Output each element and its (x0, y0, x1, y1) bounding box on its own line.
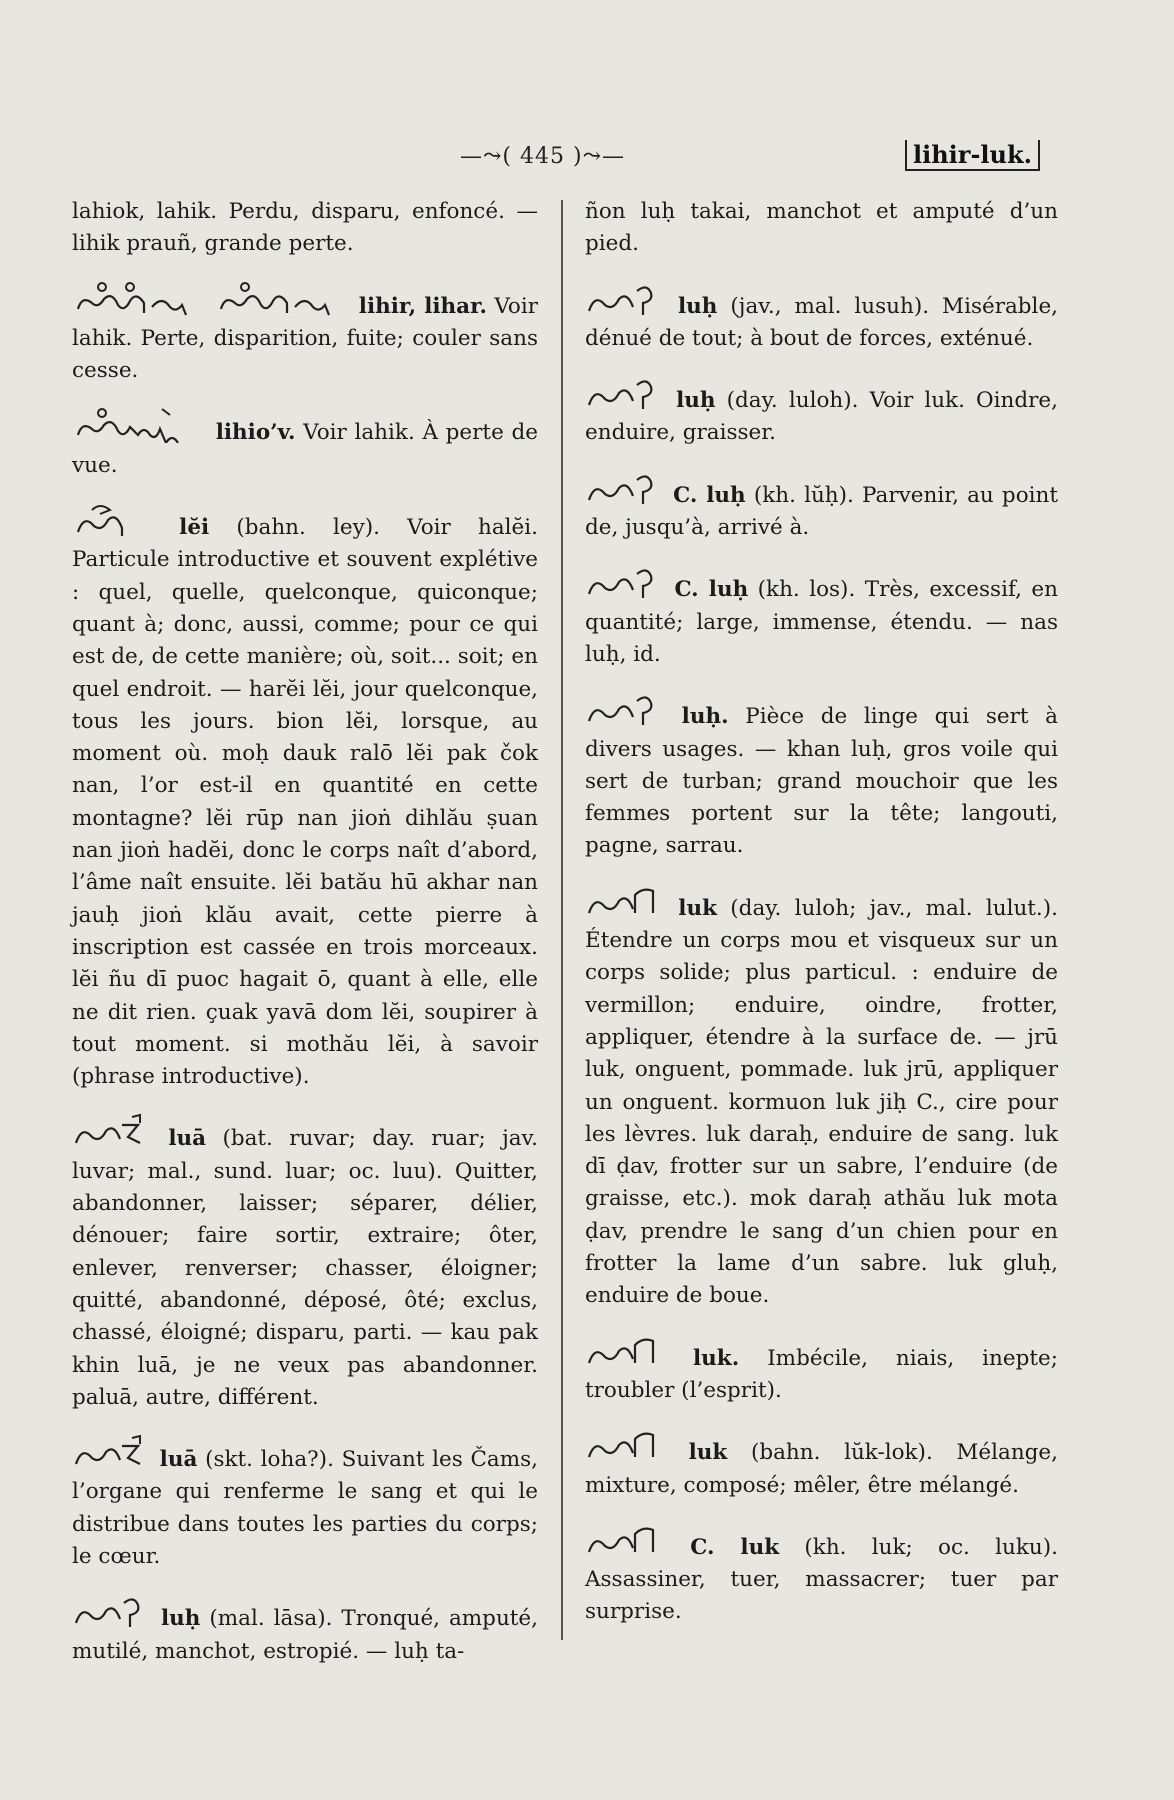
running-head-range: lihir-luk. (905, 140, 1040, 171)
cham-script-glyph-icon (72, 1434, 146, 1470)
entry (585, 1427, 1058, 1502)
entry (72, 1434, 538, 1573)
entry (585, 883, 1058, 1313)
entry-headword: lihio’v. (215, 420, 296, 446)
entry (585, 375, 1058, 450)
entry-headword: luḥ (160, 1606, 201, 1632)
cham-script-glyph-icon (72, 281, 202, 317)
entry-text: Imbécile, niais, inepte; troubler (l’esprit). (585, 1345, 1058, 1403)
cham-script-glyph-icon (215, 281, 345, 317)
cham-script-glyph-icon (585, 1522, 659, 1558)
entry-headword: luḥ. (681, 704, 729, 730)
cham-script-glyph-icon (72, 502, 146, 538)
entry (585, 1333, 1058, 1408)
entry-headword: luḥ (676, 388, 716, 414)
cham-script-glyph-icon (585, 281, 659, 317)
entry-headword: luā (168, 1126, 207, 1152)
entry-headword: luk (688, 1440, 728, 1466)
entry (585, 564, 1058, 671)
entry (72, 1593, 538, 1668)
entry-text: Pièce de linge qui sert à divers usages. — khan luḥ, gros voile qui sert de turban; grand mouchoir que les femmes portent sur la tête; langouti, pagne, sarrau. (585, 704, 1058, 859)
cham-script-glyph-icon (585, 1427, 659, 1463)
left-column (72, 196, 538, 1688)
entry-text: (skt. loha?). Suivant les Čams, l’organe qui renferme le sang et qui le distribue dans toutes les parties du corps; le cœur. (72, 1447, 538, 1569)
entry-text: lahiok, lahik. Perdu, disparu, enfoncé. — lihik prauñ, grande perte. (72, 199, 538, 257)
cham-script-glyph-icon (72, 1113, 146, 1149)
entry-text: (kh. los). Très, excessif, en quantité; large, immense, étendu. — nas luḥ, id. (585, 577, 1058, 667)
entry-headword: C. luk (690, 1534, 780, 1560)
entry-text: (day. luloh; jav., mal. lulut.). Étendre un corps mou et visqueux sur un corps solide; plus particul. : enduire de vermillon; enduire, oindre, frotter, appliquer, étendre à la surface de. — jrū luk, onguent, pommade. luk jrū, appliquer un onguent. kormuon luk jiḥ C., cire pour les lèvres. luk daraḥ, enduire de sang. luk dī ḍav, frotter sur un sabre, l’enduire (de graisse, etc.). mok daraḥ athău luk mota ḍav, prendre le sang d’un chien pour en frotter la lame d’un sabre. luk gluḥ, enduire de boue. (585, 895, 1058, 1309)
entry (585, 691, 1058, 862)
entry-headword: luā (159, 1447, 198, 1473)
entry-text: (jav., mal. lusuh). Misérable, dénué de tout; à bout de forces, exténué. (585, 293, 1058, 351)
entry (585, 196, 1058, 261)
page-header (0, 140, 1174, 180)
entry-text: (bahn. ley). Voir halĕi. Particule introductive et souvent explétive : quel, quelle, quelconque, quiconque; quant à; donc, aussi, comme; pour ce qui est de, de cette manière; où, soit... soit; en quel endroit. — harĕi lĕi, jour quelconque, tous les jours. bion lĕi, lorsque, au moment où. moḥ dauk ralō lĕi pak čok nan, l’or est-il en quantité en cette montagne? lĕi rūp nan jioṅ dihlău ṣuan nan jioṅ hadĕi, donc le corps naît d’abord, l’âme naît ensuite. lĕi batău hū akhar nan jauḥ jioṅ klău avait, cette pierre à inscription est cassée en trois morceaux. lĕi ñu dī puoc hagait ō, quant à elle, elle ne dit rien. çuak yavā dom lĕi, soupirer à tout moment. si mothău lĕi, à savoir (phrase introductive). (72, 515, 538, 1090)
cham-script-glyph-icon (585, 470, 659, 506)
cham-script-glyph-icon (585, 564, 659, 600)
page-number: —⤳( 445 )⤳— (460, 144, 626, 169)
entry-text: (kh. luk; oc. luku). Assassiner, tuer, massacrer; tuer par surprise. (585, 1534, 1058, 1625)
entry-text: (bat. ruvar; day. ruar; jav. luvar; mal., sund. luar; oc. luu). Quitter, abandonner, laisser; séparer, délier, dénouer; faire sortir, extraire; ôter, enlever, renverser; chasser, éloigner; quitté, abandonné, déposé, ôté; exclus, chassé, éloigné; disparu, parti. — kau pak khin luā, je ne veux pas abandonner. paluā, autre, différent. (72, 1126, 538, 1410)
cham-script-glyph-icon (585, 1333, 659, 1369)
entry (72, 407, 538, 482)
entry-headword: lĕi (179, 515, 210, 541)
entry-headword: C. luḥ (673, 482, 746, 508)
entry-headword: lihir, lihar. (358, 293, 487, 319)
cham-script-glyph-icon (585, 883, 659, 919)
entry (585, 1522, 1058, 1629)
column-divider (561, 200, 563, 1640)
cham-script-glyph-icon (72, 1593, 146, 1629)
entry (72, 1113, 538, 1414)
entry (72, 281, 538, 388)
entry-text: ñon luḥ takai, manchot et amputé d’un pied. (585, 199, 1058, 257)
entry-headword: luk. (693, 1345, 740, 1371)
entry-text: (day. luloh). Voir luk. Oindre, enduire, graisser. (585, 388, 1058, 446)
entry-text: Voir lahik. À perte de vue. (72, 420, 538, 478)
entry (72, 502, 538, 1093)
entry-text: (kh. lŭḥ). Parvenir, au point de, jusqu’à, arrivé à. (585, 482, 1059, 541)
cham-script-glyph-icon (72, 407, 202, 443)
entry-headword: luḥ (677, 293, 718, 319)
entry-text: Voir lahik. Perte, disparition, fuite; couler sans cesse. (72, 293, 538, 384)
entry-headword: C. luḥ (674, 577, 749, 603)
entry (585, 470, 1058, 545)
right-column (585, 196, 1058, 1649)
cham-script-glyph-icon (585, 691, 659, 727)
entry-headword: luk (678, 895, 717, 921)
entry-text: (mal. lāsa). Tronqué, amputé, mutilé, manchot, estropié. — luḥ ta- (72, 1606, 538, 1664)
cham-script-glyph-icon (585, 375, 659, 411)
entry (585, 281, 1058, 356)
entry-text: (bahn. lŭk-lok). Mélange, mixture, composé; mêler, être mélangé. (585, 1440, 1058, 1498)
entry (72, 196, 538, 261)
